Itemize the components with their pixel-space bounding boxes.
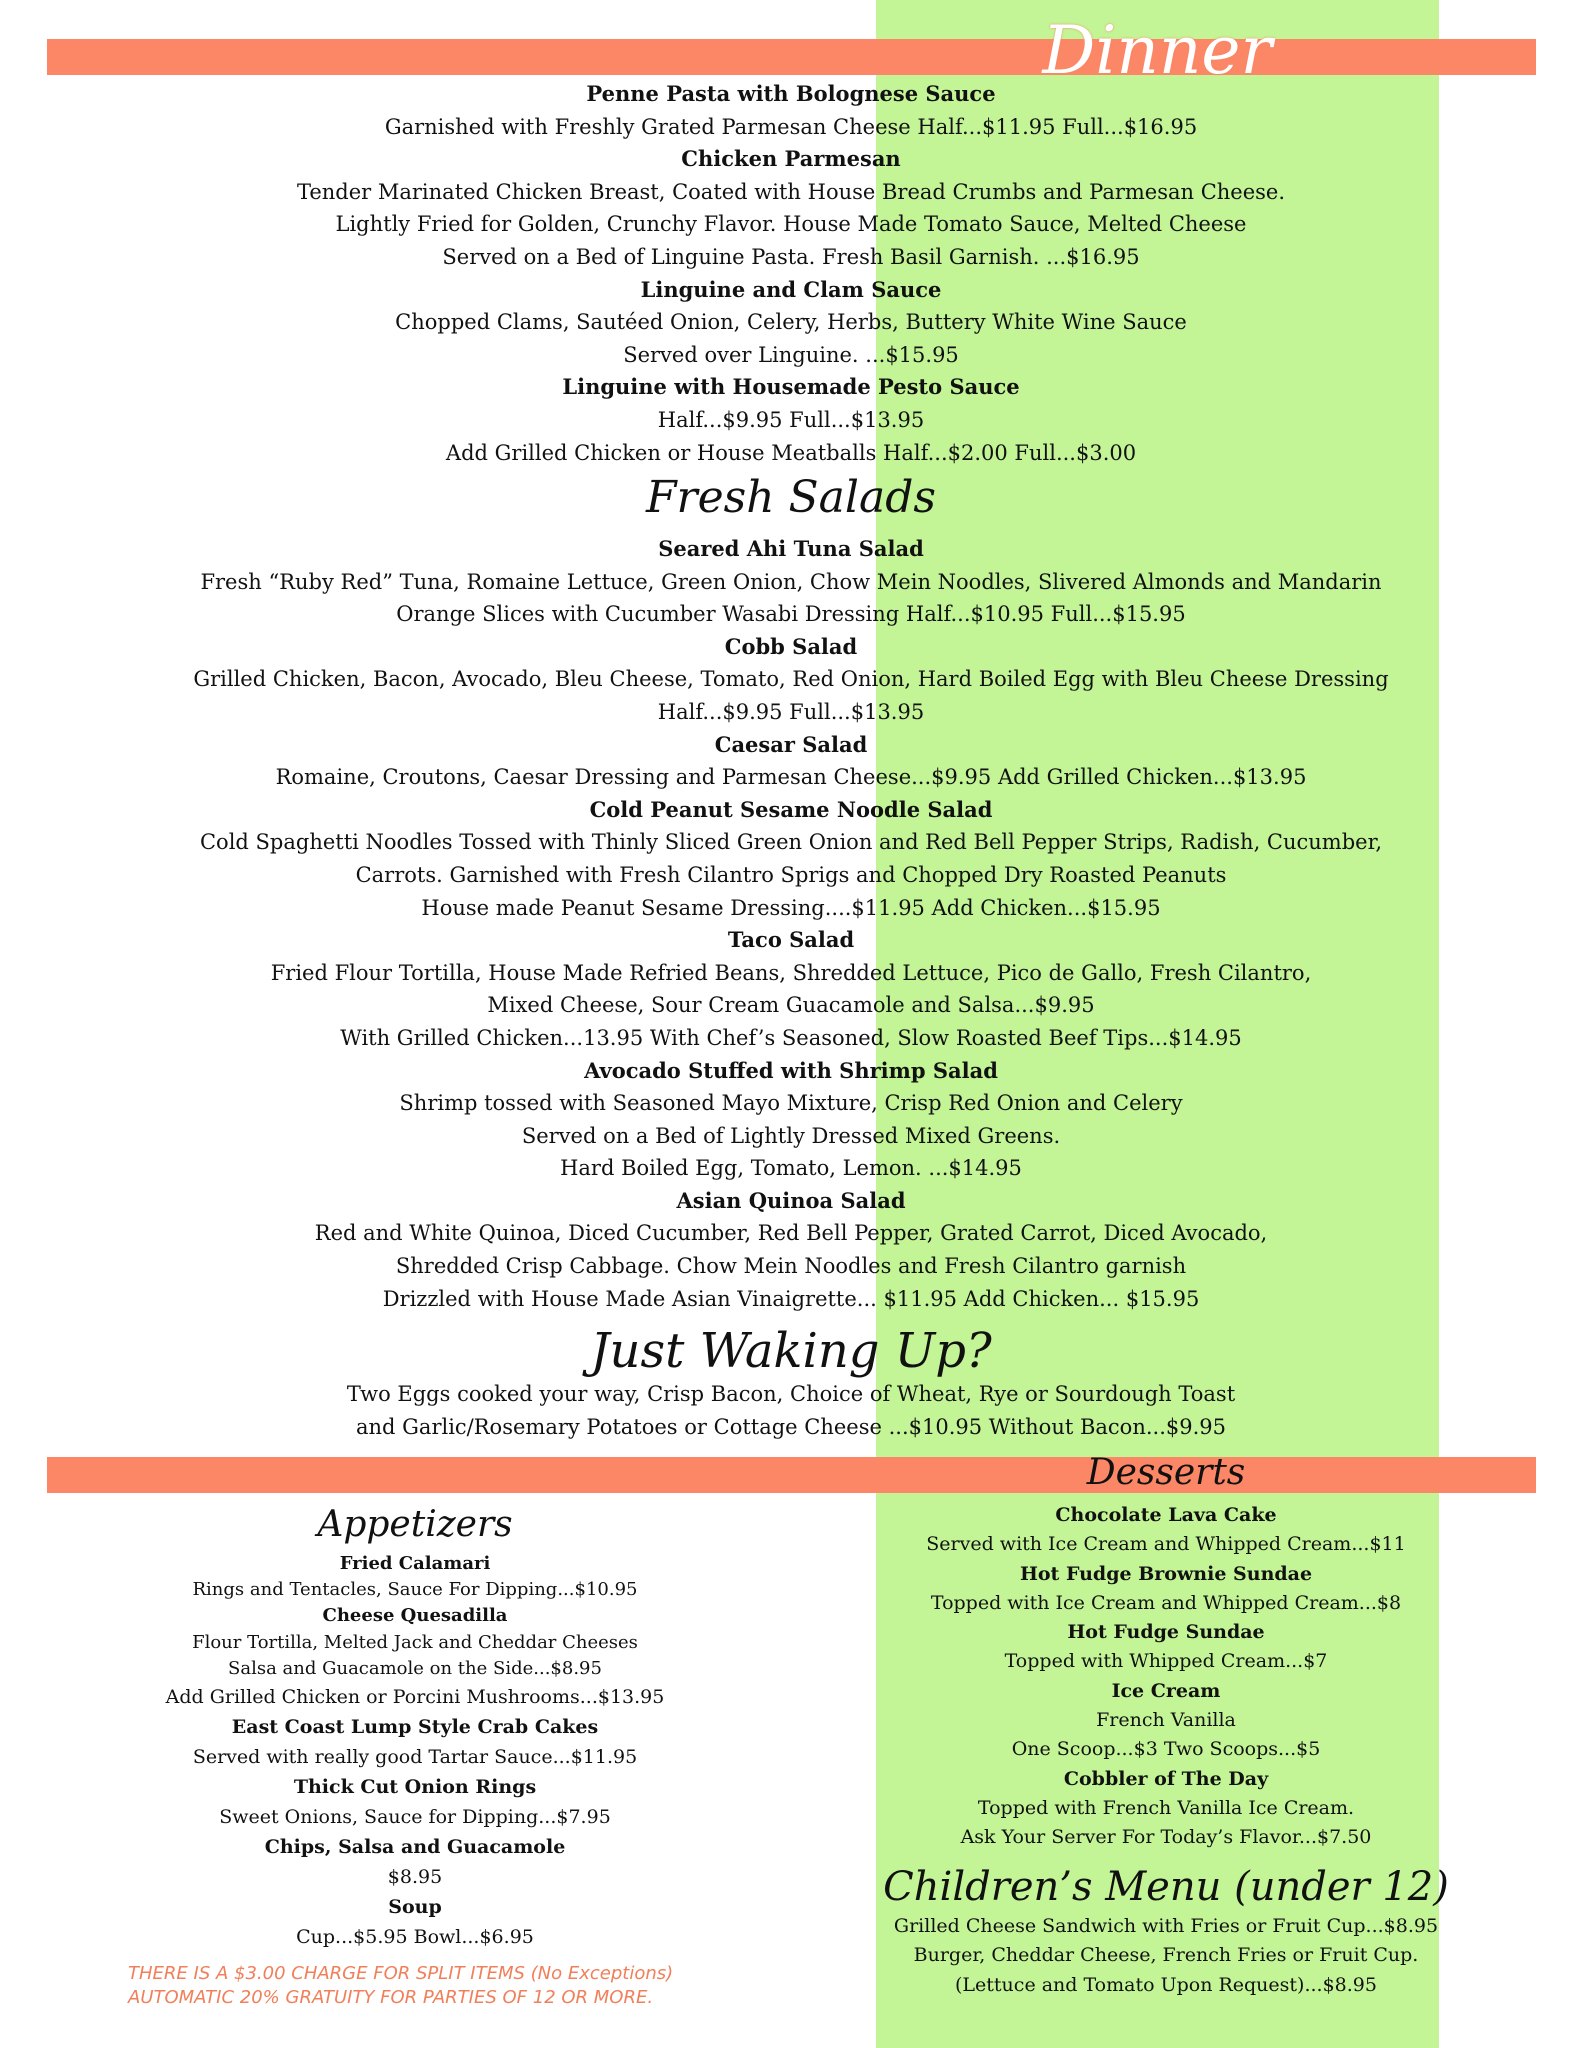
desserts-section xyxy=(876,1501,1456,1853)
dinner-item xyxy=(0,78,1582,143)
menu-item-desc: Cup...$5.95 Bowl...$6.95 xyxy=(296,1926,534,1949)
dinner-item xyxy=(0,371,1582,469)
menu-item-desc: Cold Spaghetti Noodles Tossed with Thinly Sliced Green Onion and Red Bell Pepper Strips, Radish, Cucumber, xyxy=(199,830,1382,855)
menu-item-desc: Hard Boiled Egg, Tomato, Lemon. ...$14.95 xyxy=(560,1156,1022,1181)
menu-item-desc: Romaine, Croutons, Caesar Dressing and Parmesan Cheese...$9.95 Add Grilled Chicken...$13.95 xyxy=(275,765,1307,790)
menu-item-desc: Half...$9.95 Full...$13.95 xyxy=(657,407,925,432)
split-charge-notice xyxy=(128,1962,673,2010)
menu-item-desc: Flour Tortilla, Melted Jack and Cheddar Cheeses xyxy=(192,1631,638,1653)
menu-item-title: Chicken Parmesan xyxy=(681,146,901,172)
menu-item-title: East Coast Lump Style Crab Cakes xyxy=(231,1716,599,1739)
menu-item-title: Asian Quinoa Salad xyxy=(676,1187,906,1213)
menu-item-desc: Topped with Whipped Cream...$7 xyxy=(1004,1650,1328,1673)
menu-item-title: Avocado Stuffed with Shrimp Salad xyxy=(584,1057,998,1083)
menu-item-desc: Served on a Bed of Lightly Dressed Mixed Greens. xyxy=(521,1123,1061,1148)
menu-item-desc: $8.95 xyxy=(387,1866,443,1889)
menu-item-desc: Two Eggs cooked your way, Crisp Bacon, Choice of Wheat, Rye or Sourdough Toast xyxy=(346,1382,1236,1406)
menu-item-title: Cold Peanut Sesame Noodle Salad xyxy=(589,796,993,822)
salads-section xyxy=(0,533,1582,1315)
top-banner-stripe xyxy=(47,39,1536,75)
menu-item-desc: House made Peanut Sesame Dressing....$11.95 Add Chicken...$15.95 xyxy=(421,895,1161,920)
menu-item-desc: Add Grilled Chicken or Porcini Mushrooms...$13.95 xyxy=(165,1686,665,1709)
salad-item xyxy=(0,533,1582,631)
menu-item-desc: French Vanilla xyxy=(1096,1709,1236,1732)
menu-item-title: Thick Cut Onion Rings xyxy=(293,1776,537,1799)
childrens-menu-heading: Children’s Menu (under 12) xyxy=(883,1864,1449,1910)
salad-item xyxy=(0,729,1582,794)
appetizers-section xyxy=(0,1551,830,1952)
menu-item-title: Seared Ahi Tuna Salad xyxy=(658,536,924,561)
menu-item-desc: Ask Your Server For Today’s Flavor...$7.50 xyxy=(960,1826,1372,1849)
salad-item xyxy=(0,794,1582,924)
menu-item-desc: Salsa and Guacamole on the Side...$8.95 xyxy=(228,1657,602,1679)
menu-item-desc: Shrimp tossed with Seasoned Mayo Mixture, Crisp Red Onion and Celery xyxy=(399,1091,1183,1116)
menu-item-desc: Burger, Cheddar Cheese, French Fries or Fruit Cup. xyxy=(913,1944,1419,1967)
menu-item-desc: Fried Flour Tortilla, House Made Refried Beans, Shredded Lettuce, Pico de Gallo, Fresh Cilantro, xyxy=(270,960,1312,985)
menu-item-desc: Topped with French Vanilla Ice Cream. xyxy=(977,1796,1355,1819)
salad-item xyxy=(0,924,1582,1054)
menu-item-desc: Add Grilled Chicken or House Meatballs Half...$2.00 Full...$3.00 xyxy=(445,440,1137,465)
menu-item-title: Cobb Salad xyxy=(724,633,858,659)
salad-item xyxy=(0,1185,1582,1315)
fresh-salads-heading: Fresh Salads xyxy=(646,472,936,523)
salad-item xyxy=(0,1055,1582,1185)
menu-item-desc: Served with really good Tartar Sauce...$11.95 xyxy=(192,1746,638,1769)
menu-item-desc: Drizzled with House Made Asian Vinaigrette... $11.95 Add Chicken... $15.95 xyxy=(382,1286,1200,1311)
menu-item-desc: Fresh “Ruby Red” Tuna, Romaine Lettuce, Green Onion, Chow Mein Noodles, Slivered Almonds and Mandarin xyxy=(200,569,1382,594)
menu-item-desc: Topped with Ice Cream and Whipped Cream...$8 xyxy=(930,1591,1402,1614)
menu-item-desc: Garnished with Freshly Grated Parmesan Cheese Half...$11.95 Full...$16.95 xyxy=(384,114,1198,139)
menu-item-desc: Grilled Chicken, Bacon, Avocado, Bleu Cheese, Tomato, Red Onion, Hard Boiled Egg with Bleu Cheese Dressing xyxy=(193,667,1389,692)
dinner-section xyxy=(0,78,1582,469)
menu-item-title: Soup xyxy=(388,1896,442,1919)
appetizers-heading: Appetizers xyxy=(317,1504,513,1545)
menu-item-title: Taco Salad xyxy=(727,927,855,953)
menu-item-title: Hot Fudge Brownie Sundae xyxy=(1019,1562,1313,1585)
menu-item-title: Chips, Salsa and Guacamole xyxy=(264,1836,566,1859)
menu-item-desc: Orange Slices with Cucumber Wasabi Dressing Half...$10.95 Full...$15.95 xyxy=(396,602,1186,627)
menu-item-desc: (Lettuce and Tomato Upon Request)...$8.95 xyxy=(955,1973,1377,1996)
menu-item-desc: Tender Marinated Chicken Breast, Coated with House Bread Crumbs and Parmesan Cheese. xyxy=(296,179,1286,204)
menu-item-desc: Served over Linguine. ...$15.95 xyxy=(623,342,959,367)
menu-item-desc: Served with Ice Cream and Whipped Cream...$11 xyxy=(926,1533,1406,1556)
menu-item-title: Linguine with Housemade Pesto Sauce xyxy=(562,374,1020,400)
menu-item-desc: Carrots. Garnished with Fresh Cilantro Sprigs and Chopped Dry Roasted Peanuts xyxy=(355,862,1227,887)
desserts-heading: Desserts xyxy=(1086,1452,1246,1493)
menu-item-title: Ice Cream xyxy=(1111,1679,1221,1702)
notice-line: THERE IS A $3.00 CHARGE FOR SPLIT ITEMS (No Exceptions) xyxy=(128,1963,674,1984)
menu-item-desc: Red and White Quinoa, Diced Cucumber, Red Bell Pepper, Grated Carrot, Diced Avocado, xyxy=(314,1221,1268,1246)
menu-item-title: Linguine and Clam Sauce xyxy=(640,276,942,302)
menu-item-desc: With Grilled Chicken...13.95 With Chef’s Seasoned, Slow Roasted Beef Tips...$14.95 xyxy=(340,1025,1242,1050)
menu-item-title: Chocolate Lava Cake xyxy=(1055,1504,1277,1526)
just-waking-up-heading: Just Waking Up? xyxy=(590,1323,992,1379)
menu-item-title: Penne Pasta with Bolognese Sauce xyxy=(586,81,996,106)
menu-item-desc: Rings and Tentacles, Sauce For Dipping...$10.95 xyxy=(192,1579,638,1601)
menu-item-title: Fried Calamari xyxy=(339,1553,491,1574)
dinner-heading: Dinner xyxy=(1042,12,1272,89)
notice-line: AUTOMATIC 20% GRATUITY FOR PARTIES OF 12 OR MORE. xyxy=(128,1987,654,2008)
menu-item-title: Caesar Salad xyxy=(714,731,868,757)
menu-item-desc: Lightly Fried for Golden, Crunchy Flavor. House Made Tomato Sauce, Melted Cheese xyxy=(335,212,1247,237)
menu-item-desc: and Garlic/Rosemary Potatoes or Cottage Cheese ...$10.95 Without Bacon...$9.95 xyxy=(355,1414,1226,1439)
menu-item-desc: Sweet Onions, Sauce for Dipping...$7.95 xyxy=(219,1806,611,1829)
salad-item xyxy=(0,631,1582,729)
dinner-item xyxy=(0,274,1582,372)
menu-item-desc: Mixed Cheese, Sour Cream Guacamole and Salsa...$9.95 xyxy=(487,993,1095,1018)
menu-item-desc: Chopped Clams, Sautéed Onion, Celery, Herbs, Buttery White Wine Sauce xyxy=(395,310,1187,335)
menu-item-desc: Grilled Cheese Sandwich with Fries or Fruit Cup...$8.95 xyxy=(893,1915,1439,1937)
menu-item-desc: Shredded Crisp Cabbage. Chow Mein Noodles and Fresh Cilantro garnish xyxy=(395,1254,1187,1279)
menu-item-title: Cheese Quesadilla xyxy=(322,1605,508,1627)
dinner-item xyxy=(0,143,1582,273)
menu-item-desc: Half...$9.95 Full...$13.95 xyxy=(657,699,925,724)
breakfast-section xyxy=(0,1378,1582,1443)
childrens-menu-section xyxy=(876,1912,1456,2000)
menu-item-title: Cobbler of The Day xyxy=(1063,1767,1269,1790)
menu-item-desc: One Scoop...$3 Two Scoops...$5 xyxy=(1011,1738,1321,1761)
menu-item-desc: Served on a Bed of Linguine Pasta. Fresh Basil Garnish. ...$16.95 xyxy=(442,244,1140,269)
menu-item-title: Hot Fudge Sundae xyxy=(1067,1621,1265,1644)
